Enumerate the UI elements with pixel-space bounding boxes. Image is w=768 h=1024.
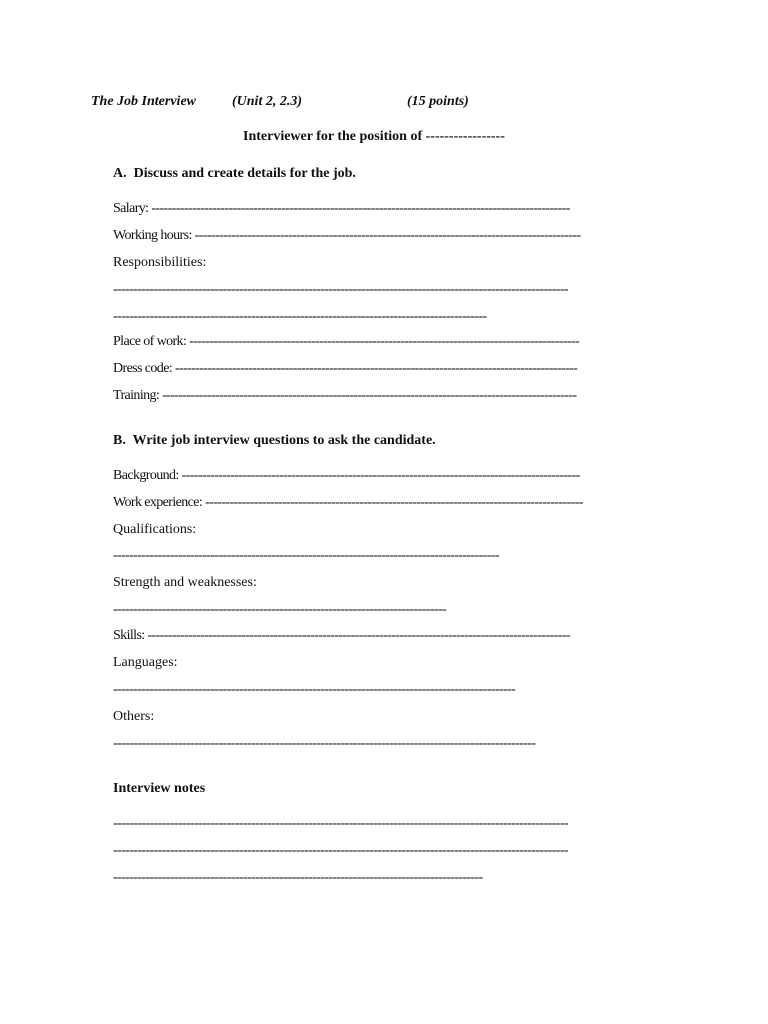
qualifications-label: Qualifications: xyxy=(113,522,197,537)
qualifications-line: ----------------------------------------------------------------------------------------------- xyxy=(113,548,499,563)
others-line: -------------------------------------------------------------------------------------------------------- xyxy=(113,736,536,751)
work-experience-field: Work experience: --------------------------------------------------------------------------------------------- xyxy=(113,495,583,510)
notes-line: ---------------------------------------------------------------------------------------------------------------- xyxy=(113,843,568,858)
training-field: Training: ------------------------------------------------------------------------------------------------------ xyxy=(113,388,577,403)
place-of-work-field: Place of work: ------------------------------------------------------------------------------------------------ xyxy=(113,334,580,349)
interview-notes-heading: Interview notes xyxy=(113,781,206,796)
strength-weaknesses-label: Strength and weaknesses: xyxy=(113,575,257,590)
skills-field: Skills: -------------------------------------------------------------------------------------------------------- xyxy=(113,628,570,643)
section-a-heading: A. Discuss and create details for the job. xyxy=(113,166,356,181)
unit-reference: (Unit 2, 2.3) xyxy=(232,94,302,109)
others-label: Others: xyxy=(113,709,155,724)
worksheet-title: The Job Interview xyxy=(91,94,196,109)
dress-code-field: Dress code: --------------------------------------------------------------------------------------------------- xyxy=(113,361,578,376)
background-field: Background: -------------------------------------------------------------------------------------------------- xyxy=(113,468,580,483)
languages-line: --------------------------------------------------------------------------------------------------- xyxy=(113,682,516,697)
points-label: (15 points) xyxy=(407,94,469,109)
notes-line: ---------------------------------------------------------------------------------------------------------------- xyxy=(113,816,568,831)
notes-line: ------------------------------------------------------------------------------------------- xyxy=(113,870,483,885)
languages-label: Languages: xyxy=(113,655,178,670)
interviewer-position-line: Interviewer for the position of ----------------- xyxy=(243,129,505,144)
responsibilities-line: ---------------------------------------------------------------------------------------------------------------- xyxy=(113,282,568,297)
strength-weaknesses-line: ---------------------------------------------------------------------------------- xyxy=(113,602,447,617)
responsibilities-line: -------------------------------------------------------------------------------------------- xyxy=(113,309,487,324)
working-hours-field: Working hours: ----------------------------------------------------------------------------------------------- xyxy=(113,228,581,243)
responsibilities-label: Responsibilities: xyxy=(113,255,207,270)
salary-field: Salary: ------------------------------------------------------------------------------------------------------- xyxy=(113,201,570,216)
section-b-heading: B. Write job interview questions to ask the candidate. xyxy=(113,433,436,448)
